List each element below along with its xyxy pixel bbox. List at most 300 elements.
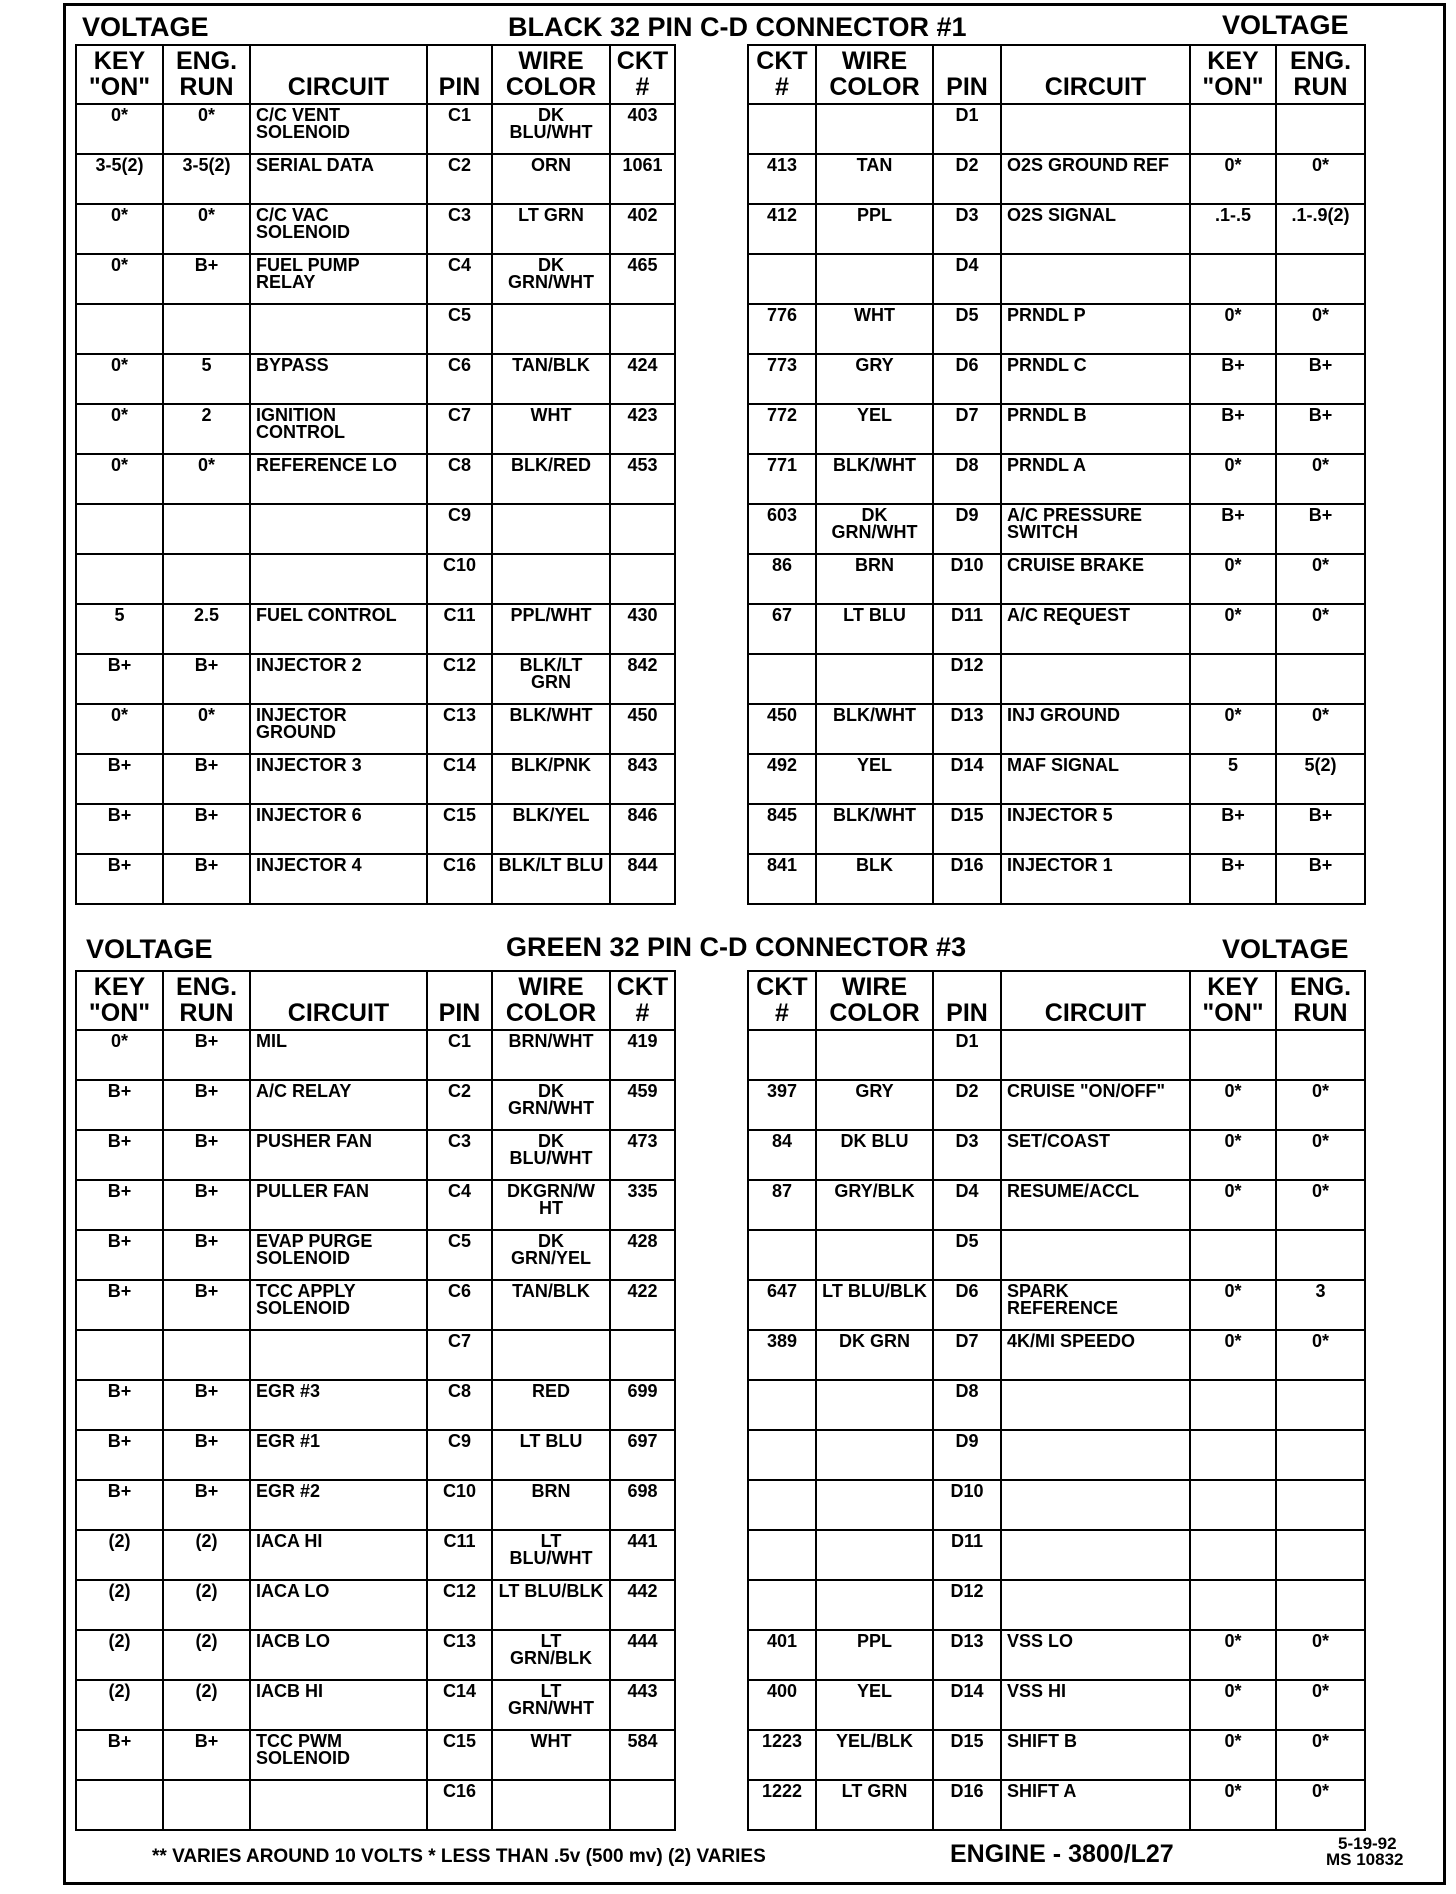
- table-cell: BLK: [816, 854, 933, 904]
- table-row: [76, 354, 675, 404]
- table-row: [748, 1230, 1365, 1280]
- table-cell: 430: [610, 604, 675, 654]
- column-header: WIRE COLOR: [816, 45, 933, 104]
- table-cell: B+: [163, 1180, 250, 1230]
- table-cell: [748, 1230, 816, 1280]
- table-cell: [1276, 1230, 1365, 1280]
- table-cell: C4: [427, 1180, 492, 1230]
- table-cell: B+: [1276, 854, 1365, 904]
- table-cell: FUEL CONTROL: [250, 604, 427, 654]
- table-cell: D1: [933, 104, 1001, 154]
- table-cell: 0*: [76, 454, 163, 504]
- table-cell: 0*: [76, 1030, 163, 1080]
- table-cell: [76, 1780, 163, 1830]
- column-header: CKT #: [748, 971, 816, 1030]
- table-cell: PRNDL B: [1001, 404, 1190, 454]
- table-cell: D6: [933, 354, 1001, 404]
- table-row: [748, 354, 1365, 404]
- table-cell: [610, 554, 675, 604]
- table-cell: C11: [427, 1530, 492, 1580]
- table-cell: (2): [76, 1680, 163, 1730]
- table-cell: [163, 1330, 250, 1380]
- table-cell: [748, 654, 816, 704]
- table-cell: C12: [427, 654, 492, 704]
- table-cell: 412: [748, 204, 816, 254]
- table-cell: 773: [748, 354, 816, 404]
- table-cell: 0*: [1190, 1680, 1276, 1730]
- table-row: [76, 404, 675, 454]
- table-cell: LT BLU: [816, 604, 933, 654]
- table-cell: 698: [610, 1480, 675, 1530]
- table-cell: [748, 1580, 816, 1630]
- table-row: [748, 1780, 1365, 1830]
- table-cell: CRUISE BRAKE: [1001, 554, 1190, 604]
- table-cell: 441: [610, 1530, 675, 1580]
- table-row: [76, 1380, 675, 1430]
- table-cell: DK GRN/YEL: [492, 1230, 610, 1280]
- table-cell: 84: [748, 1130, 816, 1180]
- connector-3-d-pin-table: [747, 970, 1366, 1831]
- table-row: [76, 1030, 675, 1080]
- table-cell: (2): [76, 1530, 163, 1580]
- table-cell: EGR #1: [250, 1430, 427, 1480]
- table-cell: 0*: [163, 104, 250, 154]
- table-cell: C16: [427, 1780, 492, 1830]
- table-cell: TCC APPLY SOLENOID: [250, 1280, 427, 1330]
- table-cell: DKGRN/W HT: [492, 1180, 610, 1230]
- table-cell: [1190, 1430, 1276, 1480]
- table-row: [748, 254, 1365, 304]
- table-cell: 0*: [1276, 154, 1365, 204]
- table-cell: [1001, 104, 1190, 154]
- table-cell: [1276, 1530, 1365, 1580]
- table-cell: WHT: [492, 1730, 610, 1780]
- table-cell: 0*: [1276, 704, 1365, 754]
- table-cell: B+: [163, 854, 250, 904]
- table-cell: [250, 1330, 427, 1380]
- table-cell: [250, 1780, 427, 1830]
- table-cell: INJ GROUND: [1001, 704, 1190, 754]
- table-cell: [1001, 254, 1190, 304]
- table-row: [76, 154, 675, 204]
- table-cell: B+: [163, 754, 250, 804]
- table-cell: INJECTOR 3: [250, 754, 427, 804]
- table-cell: D11: [933, 604, 1001, 654]
- table-cell: 473: [610, 1130, 675, 1180]
- table-cell: BYPASS: [250, 354, 427, 404]
- table-cell: 443: [610, 1680, 675, 1730]
- column-header: CKT #: [748, 45, 816, 104]
- table-cell: D2: [933, 154, 1001, 204]
- table-cell: C6: [427, 1280, 492, 1330]
- table-cell: 771: [748, 454, 816, 504]
- table-cell: PPL/WHT: [492, 604, 610, 654]
- table-cell: 422: [610, 1280, 675, 1330]
- table-cell: 450: [610, 704, 675, 754]
- table-cell: 0*: [1276, 304, 1365, 354]
- table-cell: 0*: [163, 454, 250, 504]
- table-cell: C14: [427, 1680, 492, 1730]
- table-cell: C7: [427, 1330, 492, 1380]
- column-header: ENG. RUN: [1276, 45, 1365, 104]
- table-cell: BRN: [816, 554, 933, 604]
- table-cell: 0*: [76, 704, 163, 754]
- table-cell: GRY: [816, 354, 933, 404]
- table-cell: RED: [492, 1380, 610, 1430]
- table-cell: 492: [748, 754, 816, 804]
- table-cell: 843: [610, 754, 675, 804]
- table-cell: [816, 654, 933, 704]
- table-cell: .1-.5: [1190, 204, 1276, 254]
- table-cell: [76, 554, 163, 604]
- table-cell: [1276, 1030, 1365, 1080]
- table-cell: 5: [76, 604, 163, 654]
- table-cell: [816, 1430, 933, 1480]
- table-cell: [492, 1780, 610, 1830]
- table-cell: B+: [163, 1030, 250, 1080]
- table-cell: BLK/PNK: [492, 754, 610, 804]
- column-header: KEY "ON": [1190, 45, 1276, 104]
- table-cell: D7: [933, 404, 1001, 454]
- voltage-label-top-left: VOLTAGE: [82, 12, 209, 42]
- table-cell: B+: [76, 1730, 163, 1780]
- table-cell: SET/COAST: [1001, 1130, 1190, 1180]
- table-cell: 841: [748, 854, 816, 904]
- table-cell: B+: [163, 804, 250, 854]
- table-cell: (2): [163, 1580, 250, 1630]
- table-cell: 0*: [1190, 554, 1276, 604]
- column-header: WIRE COLOR: [816, 971, 933, 1030]
- table-cell: B+: [1276, 354, 1365, 404]
- table-cell: C3: [427, 204, 492, 254]
- table-row: [76, 704, 675, 754]
- table-cell: 1061: [610, 154, 675, 204]
- table-cell: 442: [610, 1580, 675, 1630]
- table-cell: 0*: [1276, 1730, 1365, 1780]
- table-cell: C13: [427, 1630, 492, 1680]
- table-cell: 0*: [1190, 1330, 1276, 1380]
- table-row: [748, 1280, 1365, 1330]
- table-cell: [250, 554, 427, 604]
- table-cell: 0*: [1276, 1680, 1365, 1730]
- table-cell: 0*: [1276, 1780, 1365, 1830]
- table-cell: TAN: [816, 154, 933, 204]
- table-row: [76, 1180, 675, 1230]
- table-cell: 699: [610, 1380, 675, 1430]
- table-cell: 0*: [76, 254, 163, 304]
- column-header: KEY "ON": [76, 971, 163, 1030]
- table-cell: B+: [1190, 804, 1276, 854]
- table-row: [748, 1730, 1365, 1780]
- table-cell: 584: [610, 1730, 675, 1780]
- table-row: [748, 1180, 1365, 1230]
- table-cell: 0*: [1276, 1130, 1365, 1180]
- table-row: [748, 1480, 1365, 1530]
- table-cell: D8: [933, 1380, 1001, 1430]
- table-cell: D14: [933, 1680, 1001, 1730]
- table-cell: DK GRN: [816, 1330, 933, 1380]
- table-cell: IACA LO: [250, 1580, 427, 1630]
- table-cell: CRUISE "ON/OFF": [1001, 1080, 1190, 1130]
- table-row: [748, 1130, 1365, 1180]
- table-cell: B+: [76, 1430, 163, 1480]
- table-cell: 0*: [1190, 1080, 1276, 1130]
- table-cell: 2.5: [163, 604, 250, 654]
- table-cell: [816, 1230, 933, 1280]
- table-cell: SPARK REFERENCE: [1001, 1280, 1190, 1330]
- table-cell: EGR #2: [250, 1480, 427, 1530]
- voltage-label-bottom-left: VOLTAGE: [86, 934, 213, 964]
- connector-1-d-pin-table: [747, 44, 1366, 905]
- table-cell: C2: [427, 154, 492, 204]
- table-row: [748, 1580, 1365, 1630]
- column-header: ENG. RUN: [163, 971, 250, 1030]
- table-cell: D4: [933, 1180, 1001, 1230]
- table-cell: D15: [933, 804, 1001, 854]
- table-cell: LT BLU/BLK: [816, 1280, 933, 1330]
- table-row: [76, 504, 675, 554]
- table-cell: WHT: [492, 404, 610, 454]
- table-cell: 87: [748, 1180, 816, 1230]
- table-cell: D10: [933, 554, 1001, 604]
- table-cell: 5: [1190, 754, 1276, 804]
- table-cell: D5: [933, 1230, 1001, 1280]
- table-cell: [1276, 1380, 1365, 1430]
- table-cell: 403: [610, 104, 675, 154]
- table-cell: EVAP PURGE SOLENOID: [250, 1230, 427, 1280]
- table-cell: [748, 1480, 816, 1530]
- table-cell: 0*: [1190, 154, 1276, 204]
- table-cell: B+: [163, 1730, 250, 1780]
- table-cell: [1001, 654, 1190, 704]
- table-cell: B+: [1276, 804, 1365, 854]
- table-row: [76, 1330, 675, 1380]
- table-cell: B+: [76, 1180, 163, 1230]
- table-cell: [748, 1430, 816, 1480]
- table-cell: REFERENCE LO: [250, 454, 427, 504]
- table-cell: 0*: [1190, 604, 1276, 654]
- table-cell: B+: [163, 654, 250, 704]
- table-cell: A/C RELAY: [250, 1080, 427, 1130]
- table-cell: SERIAL DATA: [250, 154, 427, 204]
- table-row: [76, 854, 675, 904]
- table-cell: LT GRN: [492, 204, 610, 254]
- table-cell: 0*: [1190, 1280, 1276, 1330]
- table-cell: 5: [163, 354, 250, 404]
- table-row: [76, 1080, 675, 1130]
- table-cell: C2: [427, 1080, 492, 1130]
- table-cell: BRN: [492, 1480, 610, 1530]
- table-cell: C8: [427, 454, 492, 504]
- table-row: [748, 1030, 1365, 1080]
- table-cell: 0*: [1276, 604, 1365, 654]
- table-cell: 0*: [1190, 1630, 1276, 1680]
- table-cell: C5: [427, 1230, 492, 1280]
- table-cell: C13: [427, 704, 492, 754]
- table-cell: 0*: [76, 204, 163, 254]
- table-cell: PRNDL C: [1001, 354, 1190, 404]
- table-row: [76, 654, 675, 704]
- table-cell: 0*: [1276, 1630, 1365, 1680]
- table-cell: 0*: [76, 104, 163, 154]
- column-header: PIN: [427, 45, 492, 104]
- table-cell: RESUME/ACCL: [1001, 1180, 1190, 1230]
- table-cell: 453: [610, 454, 675, 504]
- table-cell: 0*: [163, 704, 250, 754]
- column-header: CIRCUIT: [1001, 971, 1190, 1030]
- table-cell: D9: [933, 504, 1001, 554]
- table-cell: B+: [1190, 504, 1276, 554]
- table-cell: 5(2): [1276, 754, 1365, 804]
- table-cell: B+: [76, 804, 163, 854]
- table-row: [76, 1730, 675, 1780]
- table-cell: [1001, 1480, 1190, 1530]
- table-cell: MAF SIGNAL: [1001, 754, 1190, 804]
- table-cell: [1001, 1530, 1190, 1580]
- table-row: [76, 1430, 675, 1480]
- table-cell: [816, 1480, 933, 1530]
- table-cell: D16: [933, 1780, 1001, 1830]
- table-cell: B+: [76, 854, 163, 904]
- table-cell: C15: [427, 1730, 492, 1780]
- table-row: [76, 104, 675, 154]
- table-cell: PULLER FAN: [250, 1180, 427, 1230]
- table-cell: BLK/WHT: [816, 704, 933, 754]
- table-cell: TAN/BLK: [492, 1280, 610, 1330]
- table-cell: C6: [427, 354, 492, 404]
- table-row: [748, 1430, 1365, 1480]
- table-cell: LT GRN: [816, 1780, 933, 1830]
- table-cell: 424: [610, 354, 675, 404]
- table-cell: C/C VAC SOLENOID: [250, 204, 427, 254]
- table-cell: PPL: [816, 1630, 933, 1680]
- table-cell: 444: [610, 1630, 675, 1680]
- table-cell: SHIFT B: [1001, 1730, 1190, 1780]
- table-cell: C7: [427, 404, 492, 454]
- table-cell: D4: [933, 254, 1001, 304]
- table-cell: LT GRN/WHT: [492, 1680, 610, 1730]
- table-cell: [492, 304, 610, 354]
- table-cell: [610, 1780, 675, 1830]
- table-cell: DK GRN/WHT: [492, 254, 610, 304]
- table-cell: 459: [610, 1080, 675, 1130]
- table-cell: (2): [76, 1630, 163, 1680]
- table-row: [748, 454, 1365, 504]
- table-row: [748, 1530, 1365, 1580]
- table-cell: 844: [610, 854, 675, 904]
- table-cell: [1001, 1580, 1190, 1630]
- footer-date: 5-19-92: [1338, 1834, 1397, 1853]
- column-header: WIRE COLOR: [492, 971, 610, 1030]
- column-header: ENG. RUN: [1276, 971, 1365, 1030]
- table-cell: [816, 1030, 933, 1080]
- table-cell: C15: [427, 804, 492, 854]
- table-cell: INJECTOR 2: [250, 654, 427, 704]
- table-cell: 0*: [1190, 704, 1276, 754]
- table-cell: D7: [933, 1330, 1001, 1380]
- table-cell: TCC PWM SOLENOID: [250, 1730, 427, 1780]
- table-row: [748, 304, 1365, 354]
- table-cell: 603: [748, 504, 816, 554]
- table-row: [76, 554, 675, 604]
- table-cell: [492, 554, 610, 604]
- table-cell: VSS HI: [1001, 1680, 1190, 1730]
- table-cell: [1190, 1380, 1276, 1430]
- table-cell: BRN/WHT: [492, 1030, 610, 1080]
- table-cell: B+: [1276, 504, 1365, 554]
- table-cell: [1190, 104, 1276, 154]
- table-cell: PUSHER FAN: [250, 1130, 427, 1180]
- table-cell: C11: [427, 604, 492, 654]
- table-cell: [1001, 1430, 1190, 1480]
- table-cell: B+: [163, 1280, 250, 1330]
- table-cell: (2): [76, 1580, 163, 1630]
- table-cell: 0*: [1190, 304, 1276, 354]
- table-row: [748, 154, 1365, 204]
- table-cell: INJECTOR 4: [250, 854, 427, 904]
- table-cell: B+: [163, 1480, 250, 1530]
- table-row: [748, 754, 1365, 804]
- table-cell: 772: [748, 404, 816, 454]
- table-row: [76, 604, 675, 654]
- table-row: [748, 1680, 1365, 1730]
- table-cell: GRY/BLK: [816, 1180, 933, 1230]
- table-cell: 846: [610, 804, 675, 854]
- table-cell: [816, 1380, 933, 1430]
- table-cell: B+: [76, 1230, 163, 1280]
- table-cell: 419: [610, 1030, 675, 1080]
- table-cell: D12: [933, 1580, 1001, 1630]
- table-cell: INJECTOR 6: [250, 804, 427, 854]
- table-cell: BLK/LT BLU: [492, 854, 610, 904]
- table-cell: 389: [748, 1330, 816, 1380]
- table-cell: A/C REQUEST: [1001, 604, 1190, 654]
- table-cell: 0*: [1190, 1730, 1276, 1780]
- table-cell: IACA HI: [250, 1530, 427, 1580]
- table-cell: C10: [427, 1480, 492, 1530]
- table-cell: [1190, 1530, 1276, 1580]
- table-cell: INJECTOR 1: [1001, 854, 1190, 904]
- table-row: [748, 1330, 1365, 1380]
- table-cell: D6: [933, 1280, 1001, 1330]
- table-cell: B+: [163, 1130, 250, 1180]
- table-row: [748, 1080, 1365, 1130]
- table-cell: 0*: [1276, 454, 1365, 504]
- table-cell: LT GRN/BLK: [492, 1630, 610, 1680]
- column-header: CIRCUIT: [250, 971, 427, 1030]
- table-cell: B+: [1190, 404, 1276, 454]
- table-cell: [1276, 654, 1365, 704]
- table-row: [748, 1380, 1365, 1430]
- table-row: [748, 704, 1365, 754]
- table-cell: [816, 254, 933, 304]
- table-cell: C/C VENT SOLENOID: [250, 104, 427, 154]
- table-cell: B+: [76, 1080, 163, 1130]
- footer-legend: ** VARIES AROUND 10 VOLTS * LESS THAN .5v (500 mv) (2) VARIES: [152, 1846, 766, 1867]
- table-cell: D12: [933, 654, 1001, 704]
- table-cell: [1001, 1380, 1190, 1430]
- table-cell: 402: [610, 204, 675, 254]
- table-cell: [76, 304, 163, 354]
- column-header: KEY "ON": [76, 45, 163, 104]
- connector-3-title: GREEN 32 PIN C-D CONNECTOR #3: [506, 932, 967, 962]
- table-cell: [610, 304, 675, 354]
- table-cell: [1001, 1030, 1190, 1080]
- table-cell: B+: [76, 1380, 163, 1430]
- table-cell: .1-.9(2): [1276, 204, 1365, 254]
- table-cell: IACB HI: [250, 1680, 427, 1730]
- table-cell: BLK/WHT: [492, 704, 610, 754]
